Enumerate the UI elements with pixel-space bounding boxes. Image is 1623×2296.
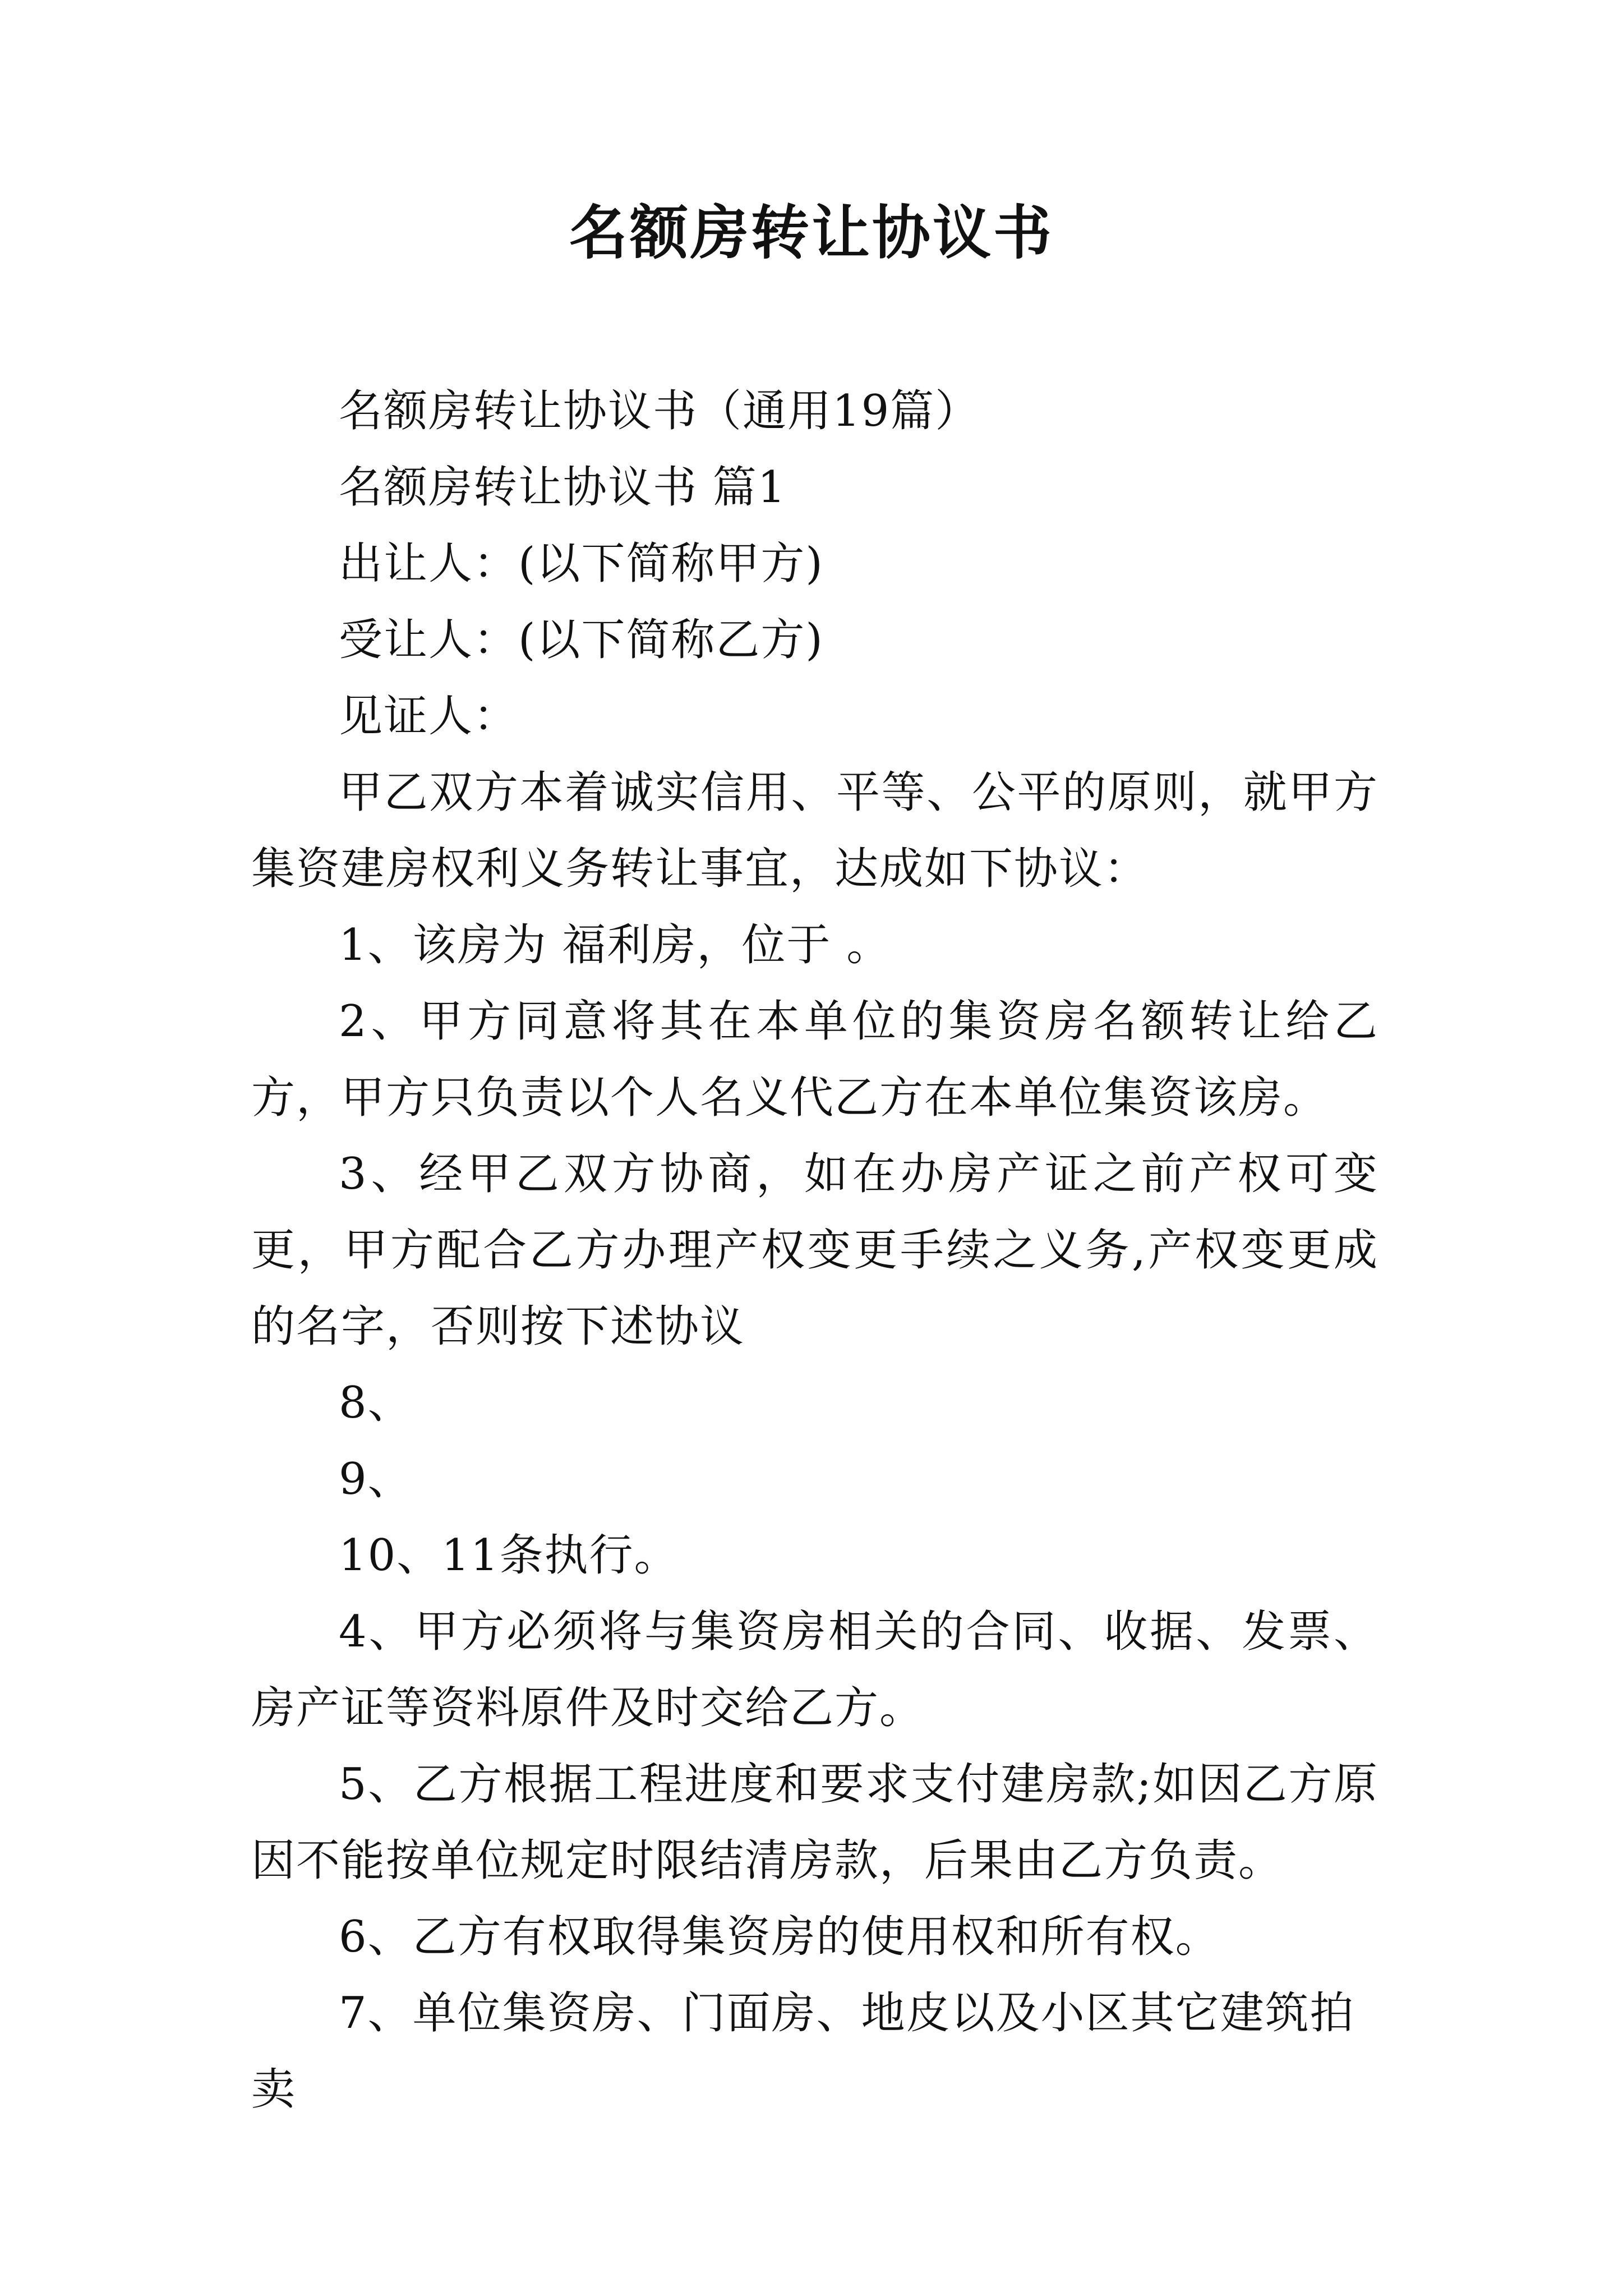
transferor-line: 出让人：(以下简称甲方)	[339, 539, 824, 589]
clause-4: 4、甲方必须将与集资房相关的合同、收据、发票、房产证等资料原件及时交给乙方。	[251, 1607, 1378, 1733]
clause-5: 5、乙方根据工程进度和要求支付建房款;如因乙方原因不能按单位规定时限结清房款，后果由乙方负责。	[251, 1759, 1378, 1886]
section-heading: 名额房转让协议书 篇1	[339, 462, 787, 513]
transferee-line: 受让人：(以下简称乙方)	[339, 615, 824, 665]
preamble-paragraph: 甲乙双方本着诚实信用、平等、公平的原则，就甲方集资建房权利义务转让事宜，达成如下协议：	[251, 767, 1378, 894]
clause-6: 6、乙方有权取得集资房的使用权和所有权。	[339, 1912, 1220, 1962]
clause-ref-9: 9、	[339, 1454, 413, 1504]
document-body	[251, 373, 1378, 2128]
clause-3: 3、经甲乙双方协商，如在办房产证之前产权可变更，甲方配合乙方办理产权变更手续之义务,产权变更成的名字，否则按下述协议	[251, 1149, 1378, 1352]
clause-7: 7、单位集资房、门面房、地皮以及小区其它建筑拍卖	[251, 1988, 1355, 2115]
clause-ref-10-11: 10、11条执行。	[339, 1530, 679, 1581]
document-title: 名额房转让协议书	[569, 198, 1054, 267]
clause-ref-8: 8、	[339, 1378, 413, 1428]
clause-1: 1、该房为 福利房，位于 。	[339, 920, 892, 970]
clause-2: 2、甲方同意将其在本单位的集资房名额转让给乙方，甲方只负责以个人名义代乙方在本单位集资该房。	[251, 996, 1378, 1123]
document-subtitle: 名额房转让协议书（通用19篇）	[339, 386, 980, 436]
witness-line: 见证人：	[339, 691, 519, 742]
